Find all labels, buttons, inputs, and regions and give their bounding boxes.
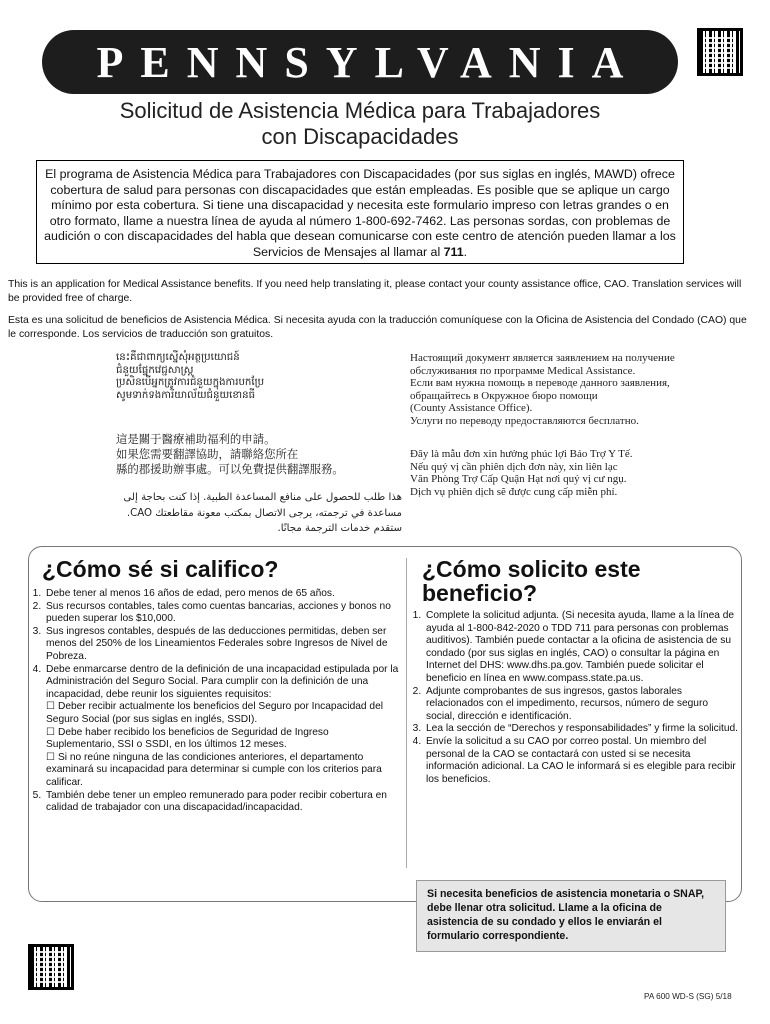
qualify-heading: ¿Cómo sé si califico? xyxy=(42,556,279,582)
arabic-line: هذا طلب للحصول على منافع المساعدة الطبية. إذا كنت بحاجة إلى xyxy=(123,492,402,503)
item-text: Debe enmarcarse dentro de la definición de una incapacidad estipulada por la Administración del Seguro Social. Para cumplir con la definición de una incapacidad, debe reunir los siguientes requisitos: xyxy=(46,663,399,700)
russian-line: Услуги по переводу предоставляются бесплатно. xyxy=(410,414,639,427)
khmer-line: នេះគឺជាពាក្យស្នើសុំអត្ថប្រយោជន៍ xyxy=(116,352,240,363)
russian-line: обслуживания по программе Medical Assistance. xyxy=(410,364,636,377)
checkbox-icon[interactable]: ☐ xyxy=(46,751,55,763)
chinese-line: 縣的郡援助辦事處。可以免費提供翻譯服務。 xyxy=(116,462,344,476)
khmer-notice xyxy=(116,352,396,402)
khmer-line: ប្រសិនបើអ្នកត្រូវការជំនួយក្នុងការបកប្រែ xyxy=(116,377,265,389)
apply-heading: ¿Cómo solicito este beneficio? xyxy=(422,556,641,606)
russian-notice xyxy=(410,352,730,428)
arabic-line: ستقدم خدمات الترجمة مجانًا. xyxy=(277,523,402,535)
russian-line: обращайтесь в Окружное бюро помощи xyxy=(410,389,598,402)
intro-text: El programa de Asistencia Médica para Trabajadores con Discapacidades (por sus siglas en inglés, MAWD) ofrece cobertura de salud para personas con discapacidades que están empleadas. Es posible que se aplique un cargo mínimo por esta cobertura. Si tiene una discapacidad y necesita este formulario impreso con letras grandes o en otro formato, llame a nuestra línea de ayuda al número 1-800-692-7462. Las personas sordas, con problemas de audición o con discapacidades del habla que desean comunicarse con este centro de atención pueden llamar a los Servicios de Mensajes al llamar al xyxy=(44,167,676,259)
sub-text: Si no reúne ninguna de las condiciones anteriores, el departamento examinará su incapacidad para determinar si cumple con los criterios para calificar. xyxy=(46,751,382,788)
intro-end: . xyxy=(463,244,468,259)
item-text: Sus recursos contables, tales como cuentas bancarias, acciones y bonos no pueden superar los $10,000. xyxy=(46,600,391,625)
apply-list xyxy=(406,610,738,786)
intro-box xyxy=(36,160,684,264)
arabic-line: مساعدة في ترجمته، يرجى الاتصال بمكتب معونة مقاطعتك CAO. xyxy=(126,507,402,519)
sub-requirement xyxy=(46,727,400,752)
russian-line: Настоящий документ является заявлением на получение xyxy=(410,352,675,364)
page-title xyxy=(40,98,680,150)
state-name: PENNSYLVANIA xyxy=(96,37,641,87)
state-banner xyxy=(42,30,678,94)
checkbox-icon[interactable]: ☐ xyxy=(46,701,55,713)
checkbox-icon[interactable]: ☐ xyxy=(46,726,55,738)
vietnamese-line: Nếu quý vị cần phiên dịch đơn này, xin liên lạc xyxy=(410,460,618,473)
vietnamese-line: Văn Phòng Trợ Cấp Quận Hạt nơi quý vị cư ngụ. xyxy=(410,473,627,486)
list-item xyxy=(44,626,400,664)
sub-requirement xyxy=(46,701,400,726)
list-item xyxy=(424,686,738,724)
vietnamese-notice xyxy=(410,448,730,498)
arabic-notice xyxy=(116,490,402,537)
qr-code-top xyxy=(697,28,743,76)
list-item xyxy=(44,601,400,626)
chinese-line: 這是關于醫療補助福利的申請。 xyxy=(116,432,276,446)
list-item xyxy=(44,664,400,790)
russian-line: (County Assistance Office). xyxy=(410,402,533,415)
item-text: Complete la solicitud adjunta. (Si necesita ayuda, llame a la línea de ayuda al 1-800-842-2020 o TDD 711 para personas con problemas auditivos). También puede contactar a la oficina de asistencia de su condado (por sus siglas en inglés, CAO) o consultar la página en Internet del DHS: www.dhs.pa.gov. También puede solicitar el beneficio en línea en www.compass.state.pa.us. xyxy=(426,610,735,684)
list-item xyxy=(424,723,738,736)
item-text: También debe tener un empleo remunerado para poder recibir cobertura en calidad de trabajador con una discapacidad/incapacidad. xyxy=(46,789,387,814)
russian-line: Если вам нужна помощь в переводе данного заявления, xyxy=(410,377,670,390)
chinese-line: 如果您需要翻譯協助，請聯絡您所在 xyxy=(116,447,299,461)
khmer-line: សូមទាក់ទងការិយាល័យជំនួយខោនធី xyxy=(116,389,256,401)
vietnamese-line: Dịch vụ phiên dịch sẽ được cung cấp miễn phí. xyxy=(410,485,618,498)
sub-text: Deber recibir actualmente los beneficios del Seguro por Incapacidad del Seguro Social (por sus siglas en inglés, SSDI). xyxy=(46,701,384,725)
item-text: Debe tener al menos 16 años de edad, pero menos de 65 años. xyxy=(46,588,335,599)
translation-note-english: This is an application for Medical Assistance benefits. If you need help translating it, please contact your county assistance office, CAO. Translation services will be provided free of charge. xyxy=(8,279,742,304)
item-text: Sus ingresos contables, después de las deducciones permitidas, deben ser menos del 250% de los Lineamientos Federales sobre Ingresos de Nivel de Pobreza. xyxy=(46,625,388,662)
relay-number: 711 xyxy=(443,244,464,259)
item-text: Envíe la solicitud a su CAO por correo postal. Un miembro del personal de la CAO se contactará con usted si se necesita información adicional. La CAO le informará si es elegible para recibir los beneficios. xyxy=(426,735,736,785)
sub-requirement xyxy=(46,752,400,790)
item-text: Lea la sección de “Derechos y responsabilidades” y firme la solicitud. xyxy=(426,723,739,735)
sub-text: Debe haber recibido los beneficios de Seguridad de Ingreso Suplementario, SSI o SSDI, en los últimos 12 meses. xyxy=(46,726,329,751)
translation-note-spanish: Esta es una solicitud de beneficios de Asistencia Médica. Si necesita ayuda con la traducción comuníquese con la Oficina de Asistencia del Condado (CAO) que le corresponde. Los servicios de traducción son gratuitos. xyxy=(8,315,747,340)
list-item xyxy=(44,588,400,601)
title-line-2: con Discapacidades xyxy=(261,124,459,149)
list-item xyxy=(44,790,400,815)
form-code: PA 600 WD-S (SG) 5/18 xyxy=(644,992,732,1001)
item-text: Adjunte comprobantes de sus ingresos, gastos laborales relacionados con el impedimento, recursos, número de seguro social, dirección e identificación. xyxy=(426,685,709,722)
chinese-notice xyxy=(116,432,396,477)
qualify-list xyxy=(26,588,400,815)
list-item xyxy=(424,610,738,686)
list-item xyxy=(424,736,738,786)
qr-code-bottom xyxy=(28,944,74,990)
vietnamese-line: Đây là mẫu đơn xin hưởng phúc lợi Bảo Trợ Y Tế. xyxy=(410,448,633,460)
title-line-1: Solicitud de Asistencia Médica para Trabajadores xyxy=(119,98,601,123)
snap-callout: Si necesita beneficios de asistencia monetaria o SNAP, debe llenar otra solicitud. Llame a la oficina de asistencia de su condado y ellos le enviarán el formulario correspondiente. xyxy=(416,880,726,952)
khmer-line: ជំនួយផ្នែកវេជ្ជសាស្ត្រ xyxy=(116,364,194,376)
